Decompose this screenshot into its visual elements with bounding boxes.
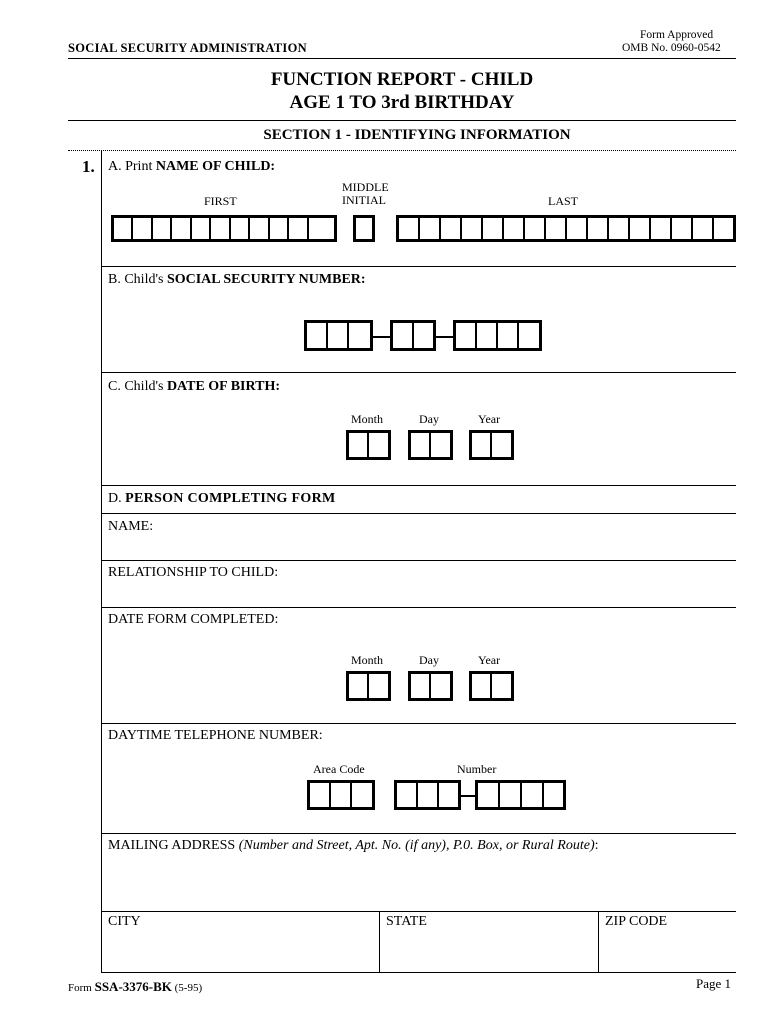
ssn-serial-boxes[interactable]: [453, 320, 542, 351]
dob-month-boxes[interactable]: [346, 430, 391, 460]
mailing-address-label: MAILING ADDRESS (Number and Street, Apt. No. (if any), P.0. Box, or Rural Route):: [108, 838, 599, 853]
initial-label: INITIAL: [342, 193, 386, 207]
state-label: STATE: [386, 914, 427, 929]
title-rule: [68, 120, 736, 121]
completed-year-label: Year: [478, 653, 501, 667]
zip-code-label: ZIP CODE: [605, 914, 668, 929]
completed-month-boxes[interactable]: [346, 671, 391, 701]
dob-day-boxes[interactable]: [408, 430, 453, 460]
completed-day-label: Day: [419, 653, 439, 667]
item-left-border: [101, 151, 102, 973]
form-number: Form SSA-3376-BK (5-95): [68, 979, 203, 994]
item-number: 1.: [82, 157, 95, 176]
middle-initial-box[interactable]: [353, 215, 375, 242]
completed-day-boxes[interactable]: [408, 671, 453, 701]
form-title-line2: AGE 1 TO 3rd BIRTHDAY: [289, 92, 515, 113]
form-title-line1: FUNCTION REPORT - CHILD: [270, 69, 534, 90]
state-zip-divider: [598, 911, 599, 973]
last-name-boxes[interactable]: [396, 215, 736, 242]
dob-label: C. Child's DATE OF BIRTH:: [108, 379, 281, 394]
city-state-divider: [379, 911, 380, 973]
rule-phone: [101, 833, 736, 834]
omb-number: OMB No. 0960-0542: [622, 42, 721, 54]
ssn-group-boxes[interactable]: [390, 320, 436, 351]
phone-number-label: Number: [457, 762, 497, 776]
ssn-area-boxes[interactable]: [304, 320, 373, 351]
ssn-dash-1: [373, 336, 390, 338]
completed-year-boxes[interactable]: [469, 671, 514, 701]
rule-d-header: [101, 513, 736, 514]
completed-month-label: Month: [351, 653, 384, 667]
rule-a: [101, 266, 736, 267]
page-number: Page 1: [696, 976, 732, 991]
dob-year-label: Year: [478, 412, 501, 426]
rule-date-completed: [101, 723, 736, 724]
area-code-label: Area Code: [313, 762, 365, 776]
dob-day-label: Day: [419, 412, 439, 426]
rule-mailing: [101, 911, 736, 912]
city-label: CITY: [108, 914, 141, 929]
ssn-label: B. Child's SOCIAL SECURITY NUMBER:: [108, 272, 366, 287]
last-name-label: LAST: [548, 194, 578, 208]
first-name-label: FIRST: [204, 194, 237, 208]
name-of-child-label: A. Print NAME OF CHILD:: [108, 159, 276, 174]
relationship-label: RELATIONSHIP TO CHILD:: [108, 565, 279, 580]
rule-name: [101, 560, 736, 561]
rule-address-bottom: [101, 972, 736, 973]
agency-name: SOCIAL SECURITY ADMINISTRATION: [68, 41, 307, 55]
ssn-dash-2: [436, 336, 453, 338]
phone-line-boxes[interactable]: [475, 780, 566, 810]
dob-month-label: Month: [351, 412, 384, 426]
rule-relationship: [101, 607, 736, 608]
middle-label: MIDDLE: [342, 180, 389, 194]
person-completing-label: D. PERSON COMPLETING FORM: [108, 491, 336, 506]
phone-label: DAYTIME TELEPHONE NUMBER:: [108, 728, 323, 743]
person-name-label: NAME:: [108, 519, 154, 534]
form-approved-label: Form Approved: [640, 29, 714, 41]
dob-year-boxes[interactable]: [469, 430, 514, 460]
header-rule: [68, 58, 736, 59]
first-name-boxes[interactable]: [111, 215, 337, 242]
phone-dash: [461, 795, 475, 797]
date-completed-label: DATE FORM COMPLETED:: [108, 612, 279, 627]
section-title: SECTION 1 - IDENTIFYING INFORMATION: [263, 127, 571, 143]
section-rule: [68, 150, 736, 151]
area-code-boxes[interactable]: [307, 780, 375, 810]
phone-prefix-boxes[interactable]: [394, 780, 461, 810]
rule-b: [101, 372, 736, 373]
rule-c: [101, 485, 736, 486]
